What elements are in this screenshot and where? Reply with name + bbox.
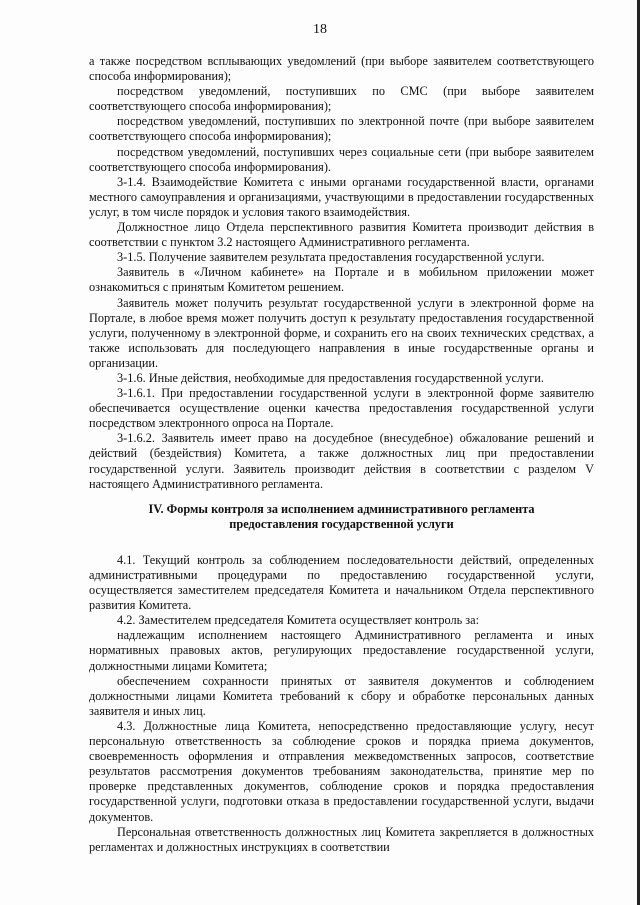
paragraph: 4.1. Текущий контроль за соблюдением последовательности действий, определенных административными процедурами по предоставлению государственной услуги, осуществляется заместителем председателя Комитета и начальником Отдела перспективного развития Комитета. xyxy=(89,552,594,613)
paragraph: 4.2. Заместителем председателя Комитета осуществляет контроль за: xyxy=(117,613,480,628)
paragraph: Персональная ответственность должностных лиц Комитета закрепляется в должностных регламентах и должностных инструкциях в соответствии xyxy=(89,824,594,854)
paragraph: обеспечением сохранности принятых от заявителя документов и соблюдением должностными лицами Комитета требований к сбору и обработке персональных данных заявителя и иных лиц. xyxy=(89,673,594,718)
paragraph: 3-1.5. Получение заявителем результата предоставления государственной услуги. xyxy=(117,250,545,265)
paragraph: а также посредством всплывающих уведомлений (при выборе заявителем соответствующего способа информирования); xyxy=(89,54,594,84)
paragraph: 3-1.6. Иные действия, необходимые для предоставления государственной услуги. xyxy=(117,370,544,385)
paragraph: надлежащим исполнением настоящего Административного регламента и иных нормативных правовых актов, регулирующих предоставление государственной услуги, должностными лицами Комитета; xyxy=(89,628,594,673)
paragraph: Должностное лицо Отдела перспективного развития Комитета производит действия в соответствии с пунктом 3.2 настоящего Административного регламента. xyxy=(89,220,594,250)
section-heading xyxy=(89,502,594,532)
paragraph: посредством уведомлений, поступивших через социальные сети (при выборе заявителем соответствующего способа информирования). xyxy=(89,144,594,174)
section-heading-line1: IV. Формы контроля за исполнением административного регламента xyxy=(148,501,535,516)
paragraph: 3-1.6.2. Заявитель имеет право на досудебное (внесудебное) обжалование решений и действий (бездействия) Комитета, а также должностных лиц при предоставлении государственной услуги. Заявитель производит действия в соответствии с разделом V настоящего Административного регламента. xyxy=(89,431,594,491)
paragraph: Заявитель может получить результат государственной услуги в электронной форме на Портале, в любое время может получить доступ к результату предоставления государственной услуги, полученному в электронной форме, и сохранить его на своих технических средствах, а также использовать для последующего направления в иные государственные органы и организации. xyxy=(89,295,594,370)
paragraph: посредством уведомлений, поступивших по СМС (при выборе заявителем соответствующего способа информирования); xyxy=(89,84,594,114)
paragraph: 3-1.4. Взаимодействие Комитета с иными органами государственной власти, органами местного самоуправления и организациями, участвующими в предоставлении государственных услуг, в том числе порядок и условия такого взаимодействия. xyxy=(89,174,594,219)
paragraph: Заявитель в «Личном кабинете» на Портале и в мобильном приложении может ознакомиться с принятым Комитетом решением. xyxy=(89,265,594,295)
document-body xyxy=(89,54,594,855)
section-heading-line2: предоставления государственной услуги xyxy=(229,516,454,531)
paragraph: 4.3. Должностные лица Комитета, непосредственно предоставляющие услугу, несут персональную ответственность за соблюдение сроков и порядка приема документов, своевременность оформления и отправления межведомственных запросов, соответствие результатов рассмотрения документов требованиям законодательства, принятие мер по проверке представленных документов, соблюдение сроков и порядка предоставления государственной услуги, подготовки отказа в предоставлении государственной услуги, выдачи документов. xyxy=(89,718,594,824)
paragraph: посредством уведомлений, поступивших по электронной почте (при выборе заявителем соответствующего способа информирования); xyxy=(89,114,594,144)
page-number: 18 xyxy=(313,22,327,37)
paragraph: 3-1.6.1. При предоставлении государственной услуги в электронной форме заявителю обеспечивается осуществление оценки качества предоставления государственной услуги посредством электронного опроса на Портале. xyxy=(89,386,594,431)
